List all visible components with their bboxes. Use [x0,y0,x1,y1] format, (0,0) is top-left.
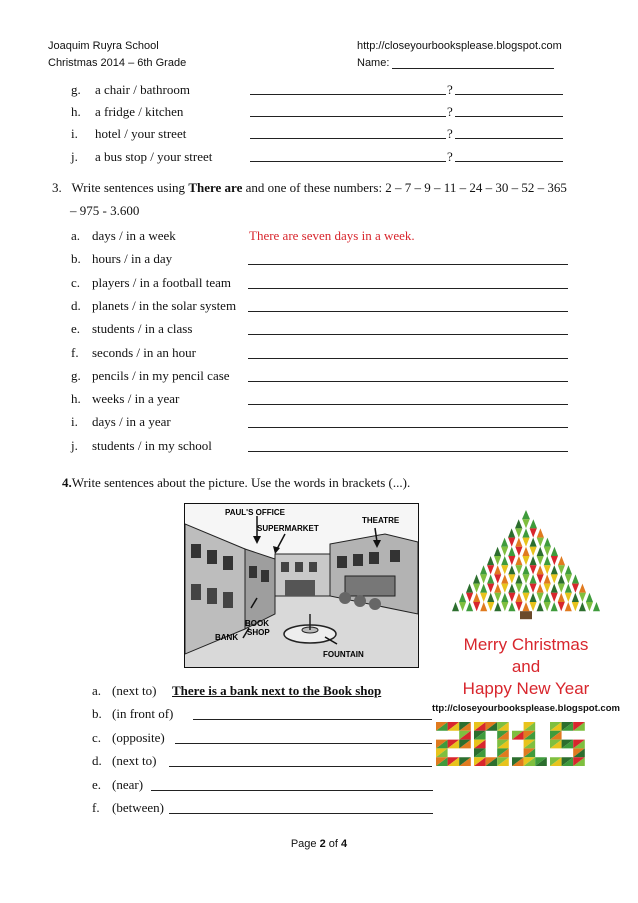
exercise-3-intro: 3. Write sentences using There are and one of these numbers: 2 – 7 – 9 – 11 – 24 – 30 – 52 – 365 [52,180,567,195]
year-text: 2015 [432,500,434,501]
ex3-letter: i. [71,414,78,430]
card-url: ttp://closeyourbooksplease.blogspot.com [432,703,620,714]
ex4-prompt: (next to) [112,683,157,698]
ex3-letter: a. [71,228,81,243]
ex4-letter: b. [92,706,102,722]
ex2-short-answer-blank[interactable] [455,94,563,95]
ex4-prompt: (in front of) [112,706,174,722]
ex3-prompt: days / in a year [92,414,171,430]
card-line-2: and [511,657,541,676]
ex3-letter: c. [71,274,81,290]
ex2-letter: g. [71,82,81,97]
ex4-answer-blank[interactable] [151,790,433,791]
exercise-4-intro: 4.Write sentences about the picture. Use the words in brackets (...). [62,475,411,490]
ex3-answer-blank[interactable] [248,334,568,335]
ex4-letter: c. [92,729,102,745]
label-shop: SHOP [247,628,270,637]
name-field[interactable] [392,68,554,69]
ex3-answer-blank[interactable] [248,427,568,428]
christmas-tree-icon [432,500,620,782]
name-label: Name: [357,57,390,69]
ex2-question-mark: ? [447,149,453,164]
ex2-answer-blank[interactable] [250,138,446,139]
ex3-letter: j. [71,437,78,453]
town-picture [184,503,419,668]
ex4-prompt: (between) [112,800,164,815]
label-office: PAUL'S OFFICE [225,508,285,517]
ex3-prompt: days / in a week [92,228,176,243]
ex3-letter: b. [71,251,81,267]
ex3-example-answer: There are seven days in a week. [249,228,415,243]
ex4-prompt: (next to) [112,753,157,769]
ex2-short-answer-blank[interactable] [455,138,563,139]
label-book: BOOK [245,619,269,628]
card-line-3: Happy New Year [462,679,590,698]
ex4-answer-blank[interactable] [169,766,433,767]
ex4-answer-blank[interactable] [193,719,433,720]
ex4-example-answer: There is a bank next to the Book shop [172,683,382,698]
ex2-prompt: a chair / bathroom [95,82,190,97]
ex2-question-mark: ? [447,82,453,97]
year-mosaic [436,722,585,766]
page-footer: Page 2 of 4 [290,838,348,850]
ex3-prompt: students / in my school [92,437,212,453]
ex4-answer-blank[interactable] [169,813,433,814]
ex3-letter: g. [71,367,81,383]
ex2-letter: j. [71,149,78,164]
header-url: http://closeyourbooksplease.blogspot.com [357,40,562,52]
ex3-prompt: hours / in a day [92,251,173,267]
ex3-letter: e. [71,321,81,337]
ex3-answer-blank[interactable] [248,358,568,359]
ex4-prompt: (near) [112,776,144,792]
card-line-1: Merry Christmas [463,635,589,654]
ex4-letter: d. [92,753,102,769]
ex3-answer-blank[interactable] [248,264,568,265]
exercise-3-intro-line2: – 975 - 3.600 [70,203,140,218]
ex3-answer-blank[interactable] [248,404,568,405]
ex2-short-answer-blank[interactable] [455,161,563,162]
ex3-answer-blank[interactable] [248,451,568,452]
ex3-prompt: students / in a class [92,321,193,337]
ex4-answer-blank[interactable] [175,743,433,744]
ex3-answer-blank[interactable] [248,311,568,312]
ex2-answer-blank[interactable] [250,161,446,162]
ex2-prompt: hotel / your street [95,126,187,141]
label-bank: BANK [215,633,239,642]
label-theatre: THEATRE [362,516,400,525]
school-name: Joaquim Ruyra School [48,40,159,52]
ex3-letter: d. [71,297,81,313]
ex2-answer-blank[interactable] [250,116,446,117]
christmas-card [432,500,620,782]
ex2-question-mark: ? [447,104,453,119]
ex2-prompt: a bus stop / your street [95,149,213,164]
ex3-prompt: planets / in the solar system [92,297,237,313]
ex3-prompt: weeks / in a year [92,391,180,407]
ex2-question-mark: ? [447,126,453,141]
ex3-prompt: pencils / in my pencil case [92,367,230,383]
ex2-prompt: a fridge / kitchen [95,104,184,119]
ex4-letter: a. [92,683,102,698]
ex3-answer-blank[interactable] [248,381,568,382]
ex3-answer-blank[interactable] [248,288,568,289]
ex3-letter: h. [71,391,81,407]
ex4-letter: e. [92,776,102,792]
ex2-short-answer-blank[interactable] [455,116,563,117]
ex3-prompt: seconds / in an hour [92,344,196,360]
ex4-letter: f. [92,800,100,815]
ex2-answer-blank[interactable] [250,94,446,95]
label-supermarket: SUPERMARKET [257,524,319,533]
ex4-prompt: (opposite) [112,729,165,745]
ex2-letter: i. [71,126,78,141]
course-label: Christmas 2014 – 6th Grade [48,57,187,69]
ex2-letter: h. [71,104,81,119]
label-fountain: FOUNTAIN [323,650,364,659]
ex3-prompt: players / in a football team [92,274,231,290]
ex3-letter: f. [71,344,79,360]
